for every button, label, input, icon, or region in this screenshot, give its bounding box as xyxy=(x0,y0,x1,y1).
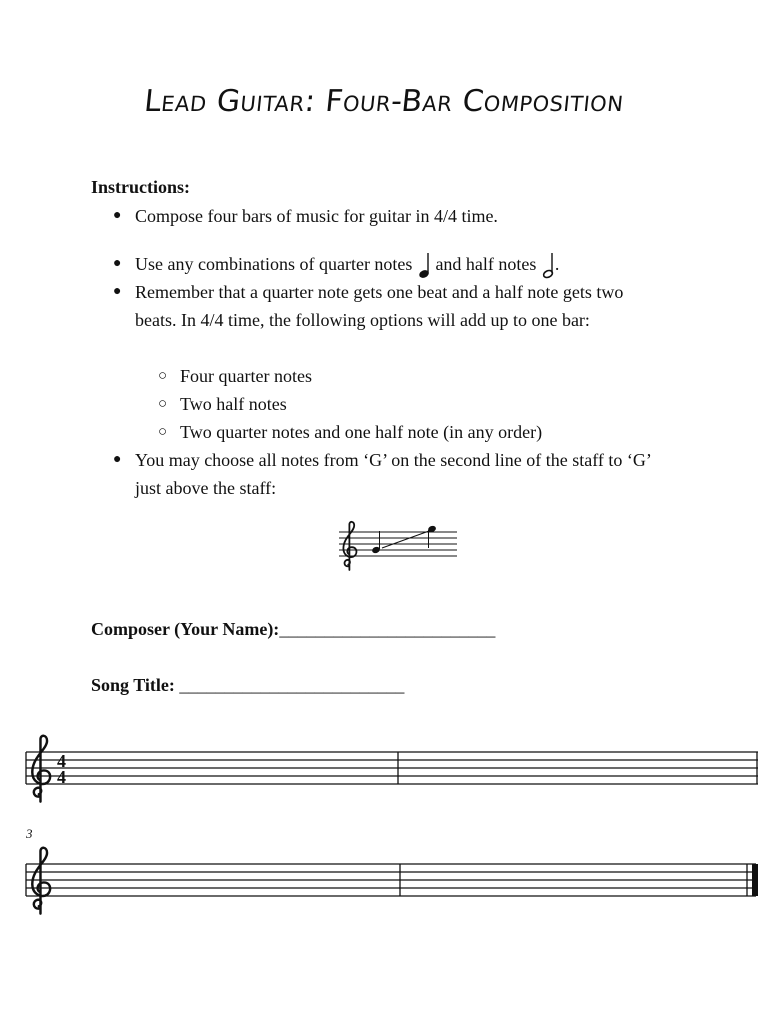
high-g-note-icon xyxy=(427,525,437,548)
treble-clef-icon xyxy=(32,736,50,802)
instructions-heading: Instructions: xyxy=(91,177,191,197)
composer-field[interactable] xyxy=(91,619,495,640)
time-signature-top: 4 xyxy=(57,751,66,771)
instruction-text-part: . xyxy=(554,254,560,274)
staff-system-2[interactable] xyxy=(24,842,764,914)
staff-system-1[interactable] xyxy=(24,732,762,804)
sub-bullet-icon: ○ xyxy=(158,368,168,384)
bullet-icon: ● xyxy=(113,256,122,271)
song-title-label: Song Title: xyxy=(91,675,175,695)
bullet-icon: ● xyxy=(113,208,122,223)
treble-clef-icon xyxy=(343,522,356,570)
range-connector xyxy=(382,531,429,548)
option-text: Four quarter notes xyxy=(180,366,312,386)
sub-bullet-icon: ○ xyxy=(158,424,168,440)
instruction-text-part: and half notes xyxy=(435,254,537,274)
option-text: Two quarter notes and one half note (in any order) xyxy=(180,422,543,442)
composer-label: Composer (Your Name): xyxy=(91,619,280,639)
note-range-staff xyxy=(335,518,460,574)
option-text: Two half notes xyxy=(180,394,287,414)
instruction-text-part: Use any combinations of quarter notes xyxy=(135,254,413,274)
final-bar-thick-line xyxy=(752,864,758,896)
song-title-field[interactable] xyxy=(91,675,404,696)
bullet-icon: ● xyxy=(113,452,122,467)
measure-number: 3 xyxy=(26,826,33,841)
half-note-icon xyxy=(541,251,555,281)
sub-bullet-icon: ○ xyxy=(158,396,168,412)
page-title: Lead Guitar: Four-Bar Composition xyxy=(142,84,626,119)
bullet-icon: ● xyxy=(113,284,122,299)
quarter-note-icon xyxy=(417,251,431,281)
song-title-blank-line[interactable]: _________________________ xyxy=(179,675,405,695)
low-g-note-icon xyxy=(371,531,381,554)
instruction-text: Compose four bars of music for guitar in 4/4 time. xyxy=(135,206,498,226)
instruction-text: Remember that a quarter note gets one beat and a half note gets two beats. In 4/4 time, the following options will add up to one bar: xyxy=(135,282,624,330)
composer-blank-line[interactable]: ________________________ xyxy=(279,619,496,639)
instruction-text xyxy=(135,250,675,281)
instruction-text: You may choose all notes from ‘G’ on the second line of the staff to ‘G’ just above the staff: xyxy=(135,450,651,498)
treble-clef-icon xyxy=(32,848,50,914)
time-signature-bottom: 4 xyxy=(57,767,66,787)
